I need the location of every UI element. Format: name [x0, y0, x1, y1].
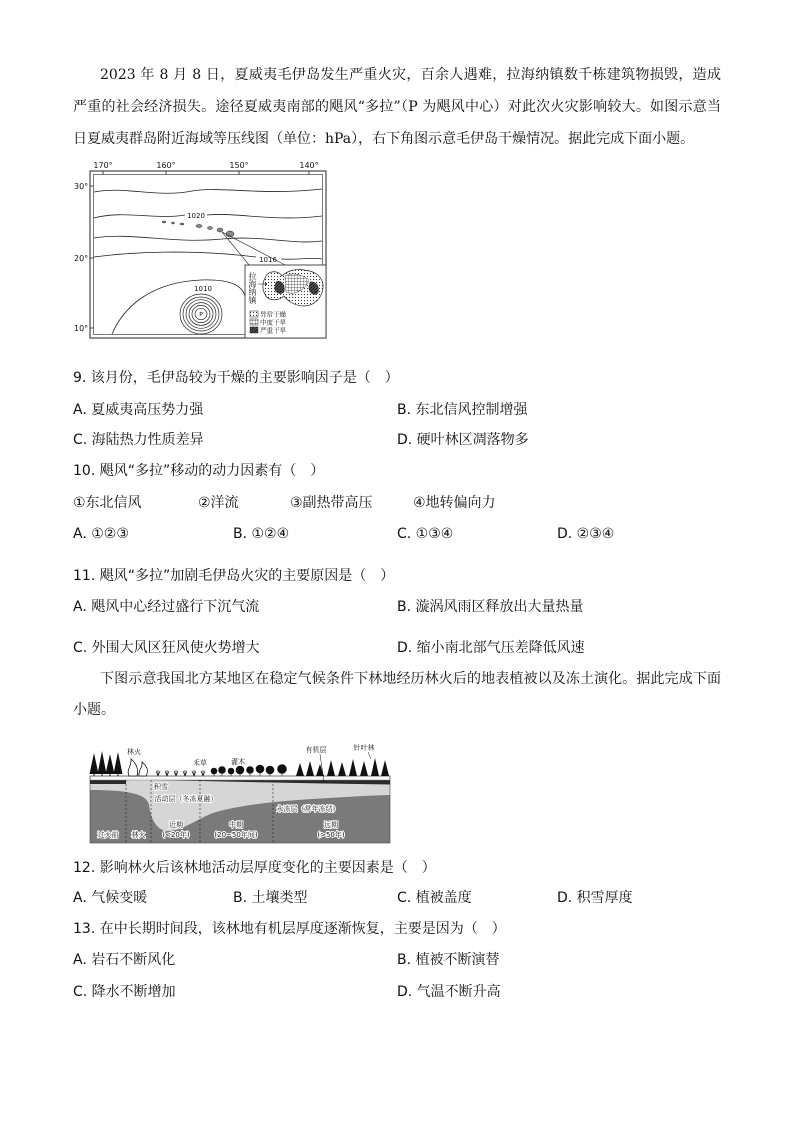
intro-paragraph-1: 2023 年 8 月 8 日，夏威夷毛伊岛发生严重火灾，百余人遇难，拉海纳镇数千栋建筑物损毁，造成严重的社会经济损失。途径夏威夷南部的飓风“多拉”（P 为飓风中心）对此次火灾影响较大。如图示意当日夏威夷群岛附近海域等压线图（单位：hPa），右下角图示意毛伊岛干燥情况。据此完成下面小题。 — [73, 67, 721, 147]
period-mid-term-span: (20~50年间) — [214, 831, 258, 839]
question-11-option-d: D. 缩小南北部气压差降低风速 — [397, 640, 585, 656]
question-10-option-a: A. ①②③ — [73, 526, 129, 542]
period-fire: 林火 — [131, 831, 146, 839]
question-10-item-1: ①东北信风 — [73, 495, 142, 511]
question-12-stem: 12. 影响林火后该林地活动层厚度变化的主要因素是（ ） — [73, 860, 436, 876]
question-10-item-3: ③副热带高压 — [290, 495, 373, 511]
grass-icons — [156, 770, 205, 776]
label-shrub: 灌木 — [231, 758, 245, 766]
lat-label-30: 30° — [74, 182, 89, 191]
question-10-option-d: D. ②③④ — [557, 526, 615, 542]
question-10-option-c: C. ①③④ — [397, 526, 454, 542]
question-11-stem: 11. 飓风“多拉”加剧毛伊岛火灾的主要原因是（ ） — [73, 568, 395, 584]
period-near-term-span: (<20年) — [162, 831, 190, 839]
intro-paragraph-2: 下图示意我国北方某地区在稳定气候条件下林地经历林火后的地表植被以及冻土演化。据此完成下面小题。 — [73, 671, 721, 718]
legend-label-moderate-drought: 中度干旱 — [260, 318, 286, 327]
question-12-option-d: D. 积雪厚度 — [557, 890, 633, 906]
period-mid-term: 中期 — [229, 821, 243, 829]
lon-label-160: 160° — [156, 161, 176, 170]
isobar-label-1020: 1020 — [187, 212, 205, 220]
label-grass: 禾草 — [193, 759, 207, 767]
label-active-layer: 活动层（冬冻夏融） — [154, 795, 218, 803]
label-organic-layer: 有机层 — [305, 746, 327, 754]
shrub-icons — [211, 765, 287, 777]
question-12-option-c: C. 植被盖度 — [397, 890, 472, 906]
question-11-option-a: A. 飓风中心经过盛行下沉气流 — [73, 599, 260, 615]
question-12-option-a: A. 气候变暖 — [73, 890, 148, 906]
question-9-option-a: A. 夏威夷高压势力强 — [73, 402, 204, 418]
label-snow: 积雪 — [154, 783, 168, 791]
inset-town-label: 拉海纳镇 — [248, 272, 257, 304]
hurricane-center-label: P — [199, 311, 203, 319]
question-12-option-b: B. 土壤类型 — [233, 890, 308, 906]
question-9-option-d: D. 硬叶林区凋落物多 — [397, 432, 529, 448]
lon-label-170: 170° — [93, 161, 113, 170]
permafrost-diagram-figure — [88, 743, 392, 847]
question-9-option-c: C. 海陆热力性质差异 — [73, 432, 204, 448]
question-10-option-b: B. ①②④ — [233, 526, 290, 542]
legend-label-abnormally-dry: 异常干燥 — [260, 310, 286, 319]
label-conifer: 针叶林 — [353, 744, 375, 752]
isobar-map-figure — [72, 158, 330, 344]
period-long-term-span: (>50年) — [317, 831, 345, 839]
question-10-item-4: ④地转偏向力 — [413, 495, 496, 511]
question-11-option-b: B. 漩涡风雨区释放出大量热量 — [397, 599, 584, 615]
period-pre-fire: 过火前 — [97, 831, 119, 839]
snow-layer — [90, 776, 390, 780]
fire-icon — [128, 759, 147, 776]
question-13-option-b: B. 植被不断演替 — [397, 952, 500, 968]
lon-label-140: 140° — [299, 161, 319, 170]
question-13-stem: 13. 在中长期时间段，该林地有机层厚度逐渐恢复，主要是因为（ ） — [73, 921, 506, 937]
label-permafrost: 永冻层（常年冻结） — [276, 805, 340, 813]
isobar-map-svg — [72, 158, 330, 344]
question-13-option-a: A. 岩石不断风化 — [73, 952, 176, 968]
conifer-trees-pre-fire — [90, 751, 123, 776]
isobar-label-1016: 1016 — [259, 256, 277, 264]
lat-label-10: 10° — [74, 324, 89, 333]
question-13-option-d: D. 气温不断升高 — [397, 984, 501, 1000]
question-9-stem: 9. 该月份，毛伊岛较为干燥的主要影响因子是（ ） — [73, 370, 399, 386]
isobar-label-1010: 1010 — [194, 285, 212, 293]
question-10-item-2: ②洋流 — [198, 495, 239, 511]
question-13-option-c: C. 降水不断增加 — [73, 984, 176, 1000]
legend-label-severe-drought: 严重干旱 — [260, 326, 286, 335]
permafrost-diagram-svg — [88, 743, 392, 847]
period-near-term: 近期 — [169, 821, 183, 829]
question-10-stem: 10. 飓风“多拉”移动的动力因素有（ ） — [73, 463, 325, 479]
question-11-option-c: C. 外围大风区狂风使火势增大 — [73, 640, 260, 656]
period-long-term: 远期 — [324, 821, 338, 829]
lat-label-20: 20° — [74, 254, 89, 263]
conifer-trees-recovered — [296, 758, 389, 776]
question-9-option-b: B. 东北信风控制增强 — [397, 402, 528, 418]
label-fire-top: 林火 — [127, 748, 141, 756]
lon-label-150: 150° — [229, 161, 249, 170]
